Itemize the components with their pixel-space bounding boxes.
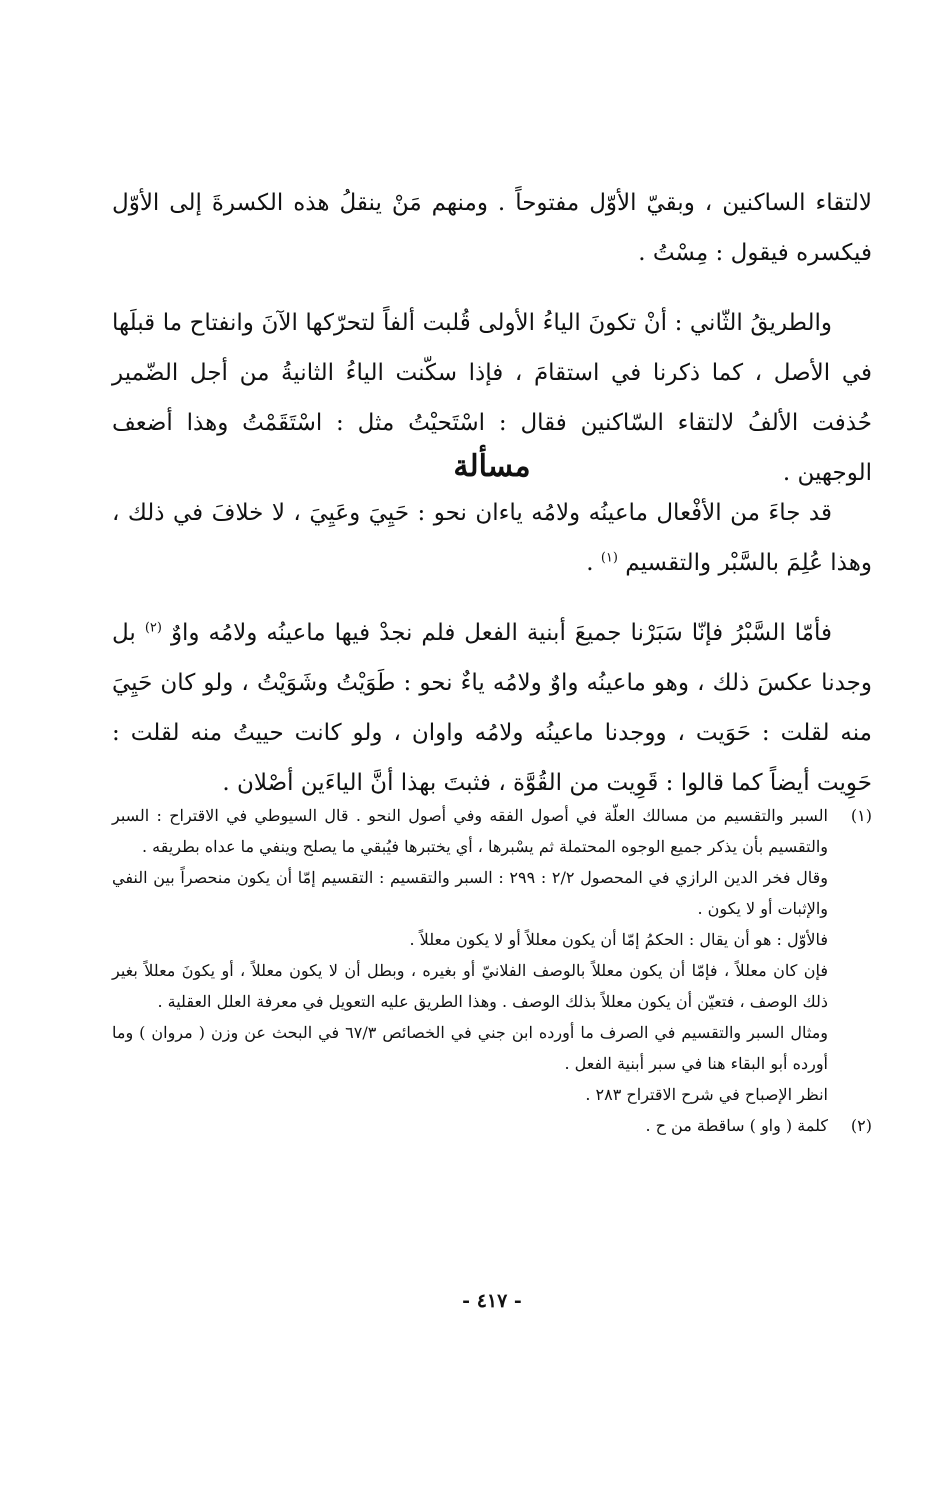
paragraph (112, 608, 872, 808)
footnote-line: وقال فخر الدين الرازي في المحصول ٢/٢ : ٢٩٩ : السبر والتقسيم : التقسيم إمّا أن يكون منحصراً بين النفي والإثبات أو لا يكون . (112, 868, 829, 918)
paragraph-text: بل وجدنا عكسَ ذلك ، وهو ماعينُه واوٌ ولامُه ياءٌ نحو : طَوَيْتُ وشَوَيْتُ ، ولو كان حَيِيَ منه لقلت : حَوَيت ، ووجدنا ماعينُه ولامُه واوان ، ولو كانت حييتُ منه لقلت : حَوِيت أيضاً كما قالوا : قَوِيت من القُوَّة ، فثبتَ بهذا أنَّ الياءَين أصْلان . (112, 620, 872, 796)
footnote-body (112, 800, 828, 1110)
footnote-line: ومثال السبر والتقسيم في الصرف ما أورده ابن جني في الخصائص ٦٧/٣ في البحث عن وزن ( مروان ) وما أورده أبو البقاء هنا في سبر أبنية الفعل . (112, 1023, 828, 1073)
footnote-marker: (١) (600, 550, 618, 566)
footnote-number: (١) (850, 806, 872, 825)
footnote-marker: (٢) (144, 620, 162, 636)
section-heading: مسألة (453, 449, 531, 484)
period: . (586, 550, 594, 576)
footnote-line: كلمة ( واو ) ساقطة من ح . (645, 1116, 828, 1135)
footnotes (112, 800, 872, 1141)
footnote (112, 1110, 872, 1141)
book-page (112, 0, 872, 1493)
footnote (112, 800, 872, 1110)
paragraph-text: فأمّا السَّبْرُ فإنّا سَبَرْنا جميعَ أبنية الفعل فلم نجدْ فيها ماعينُه ولامُه واوٌ (170, 620, 833, 646)
footnote-line: فالأوّل : هو أن يقال : الحكمُ إمّا أن يكون معللاً أو لا يكون معللاً . (409, 930, 828, 949)
paragraph: لالتقاء الساكنين ، وبقيّ الأوّل مفتوحاً . ومنهم مَنْ ينقلُ هذه الكسرةَ إلى الأوّل فيكسره فيقول : مِسْتُ . (112, 190, 872, 266)
footnote-body (112, 1110, 828, 1141)
paragraph: والطريقُ الثّاني : أنْ تكونَ الياءُ الأولى قُلبت ألفاً لتحرّكها الآنَ وانفتاح ما قبلَها في الأصل ، كما ذكرنا في استقامَ ، فإذا سكّنت الياءُ الثانيةُ من أجل الضّمير حُذفت الألفُ لالتقاء السّاكنين فقال : اسْتَحيْتُ مثل : اسْتَقَمْتُ وهذا أضعف الوجهين . (112, 310, 872, 486)
footnote-number: (٢) (850, 1116, 872, 1135)
paragraph (112, 488, 872, 588)
paragraph-text: قد جاءَ من الأفْعال ماعينُه ولامُه ياءان نحو : حَيِيَ وعَيِيَ ، لا خلافَ في ذلك ، وهذا عُلِمَ بالسَّبْر والتقسيم (112, 500, 872, 576)
footnote-line: فإن كان معللاً ، فإمّا أن يكون معللاً بالوصف الفلانيّ أو بغيره ، وبطل أن لا يكون معللاً ، أو يكونَ معللاً بغير ذلك الوصف ، فتعيّن أن يكون معللاً بذلك الوصف . وهذا الطريق عليه التعويل في معرفة العلل العقلية . (112, 961, 828, 1011)
footnote-line: السبر والتقسيم من مسالك العلّة في أصول الفقه وفي أصول النحو . قال السيوطي في الاقتراح : السبر والتقسيم بأن يذكر جميع الوجوه المحتملة ثم يسْبرها ، أي يختبرها فيُبقي ما يصلح وينفي ما عداه بطريقه . (112, 806, 828, 856)
footnote-line: انظر الإصباح في شرح الاقتراح ٢٨٣ . (585, 1085, 828, 1104)
main-text-bottom (112, 488, 872, 808)
page-number: - ٤١٧ - (462, 1290, 522, 1312)
